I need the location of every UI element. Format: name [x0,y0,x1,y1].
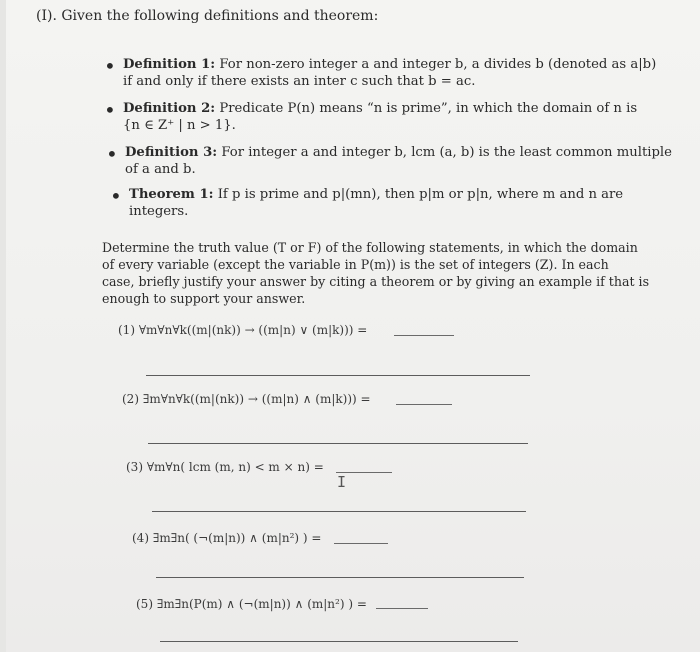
definition-3-line1 [125,145,672,161]
question-2: (2) ∃m∀n∀k((m|(nk)) → ((m|n) ∧ (m|k))) = [122,392,371,406]
question-1-justification-line[interactable] [146,375,530,376]
question-4-answer-blank[interactable] [334,543,388,544]
theorem-1-text: If p is prime and p|(mn), then p|m or p|n, where m and n are [217,187,624,202]
theorem-1-line1 [129,187,623,203]
question-5-answer-blank[interactable] [376,608,428,609]
definition-1-text: For non-zero integer a and integer b, a divides b (denoted as a|b) [219,57,657,72]
question-3-justification-line[interactable] [152,511,526,512]
question-3: (3) ∀m∀n( lcm (m, n) < m × n) = [126,460,324,474]
page-heading: (I). Given the following definitions and theorem: [36,8,379,24]
definition-3-title: Definition 3: [125,145,218,160]
definition-1-line1 [123,57,656,73]
definition-2-line1 [123,101,637,117]
theorem-1-line2: integers. [129,204,189,219]
definition-3-text: For integer a and integer b, lcm (a, b) is the least common multiple [221,145,672,160]
definition-1-title: Definition 1: [123,57,216,72]
definition-2-text: Predicate P(n) means “n is prime”, in which the domain of n is [219,101,638,116]
question-1-answer-blank[interactable] [394,335,454,336]
question-5-justification-line[interactable] [160,641,518,642]
question-1: (1) ∀m∀n∀k((m|(nk)) → ((m|n) ∨ (m|k))) = [118,323,368,337]
instructions-line: case, briefly justify your answer by citing a theorem or by giving an example if that is [102,274,650,289]
question-2-answer-blank[interactable] [396,404,452,405]
question-2-justification-line[interactable] [148,443,528,444]
text-cursor-icon: I [337,473,347,491]
definition-3-line2: of a and b. [125,162,196,177]
question-4: (4) ∃m∃n( (¬(m|n)) ∧ (m|n²) ) = [132,531,322,545]
instructions-line: Determine the truth value (T or F) of the following statements, in which the domain [102,240,638,255]
theorem-1-title: Theorem 1: [129,187,214,202]
definition-1-line2: if and only if there exists an inter c such that b = ac. [123,74,476,89]
definition-2-line2: {n ∈ Z⁺ | n > 1}. [123,118,236,133]
instructions-line: enough to support your answer. [102,291,306,306]
bullet-dot: • [104,98,116,122]
instructions-line: of every variable (except the variable in P(m)) is the set of integers (Z). In each [102,257,609,272]
definition-2-title: Definition 2: [123,101,216,116]
bullet-dot: • [104,54,116,78]
bullet-dot: • [106,142,118,166]
bullet-dot: • [110,184,122,208]
question-4-justification-line[interactable] [156,577,524,578]
question-5: (5) ∃m∃n(P(m) ∧ (¬(m|n)) ∧ (m|n²) ) = [136,597,367,611]
worksheet-page [6,0,700,652]
